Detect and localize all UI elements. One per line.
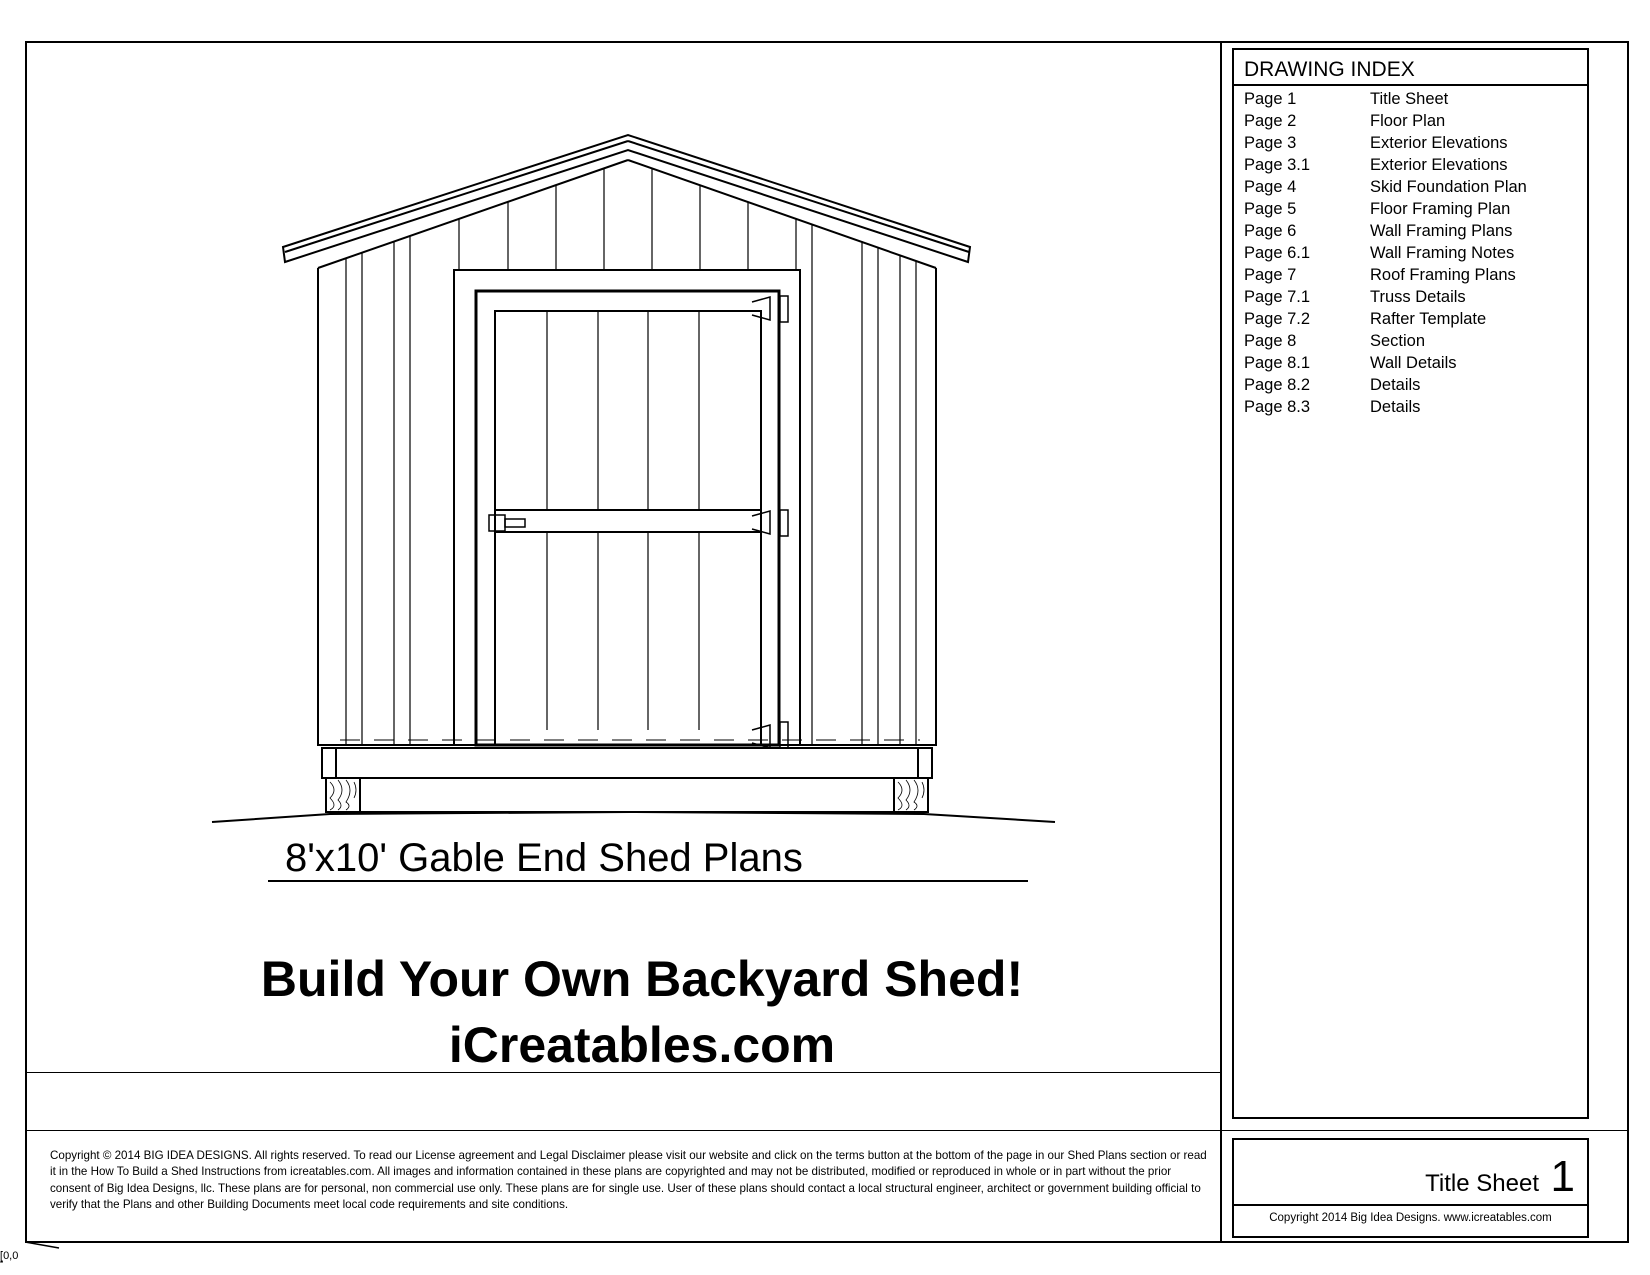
index-page: Page 1	[1244, 90, 1297, 108]
index-title: Truss Details	[1370, 288, 1466, 306]
index-entry	[1244, 132, 1577, 154]
index-entry	[1244, 154, 1577, 176]
index-page: Page 5	[1244, 200, 1297, 218]
index-page: Page 8.2	[1244, 376, 1311, 394]
index-page: Page 8.1	[1244, 354, 1311, 372]
website-label: iCreatables.com	[448, 1017, 836, 1073]
index-title: Floor Plan	[1370, 112, 1446, 130]
index-page: Page 4	[1244, 178, 1297, 196]
index-title: Details	[1370, 398, 1421, 416]
drawing-index-heading: DRAWING INDEX	[1234, 50, 1587, 86]
title-block	[1232, 1138, 1589, 1238]
index-entry	[1244, 88, 1577, 110]
index-title: Rafter Template	[1370, 310, 1487, 328]
drawing-index	[1232, 48, 1589, 1119]
index-entry	[1244, 374, 1577, 396]
index-title: Floor Framing Plan	[1370, 200, 1511, 218]
index-title: Details	[1370, 376, 1421, 394]
index-page: Page 7.1	[1244, 288, 1311, 306]
index-page: Page 2	[1244, 112, 1297, 130]
index-title: Section	[1370, 332, 1426, 350]
index-page: Page 7	[1244, 266, 1297, 284]
origin-marker-icon	[25, 1240, 65, 1254]
index-entry	[1244, 176, 1577, 198]
index-title: Wall Framing Notes	[1370, 244, 1515, 262]
plan-title: 8'x10' Gable End Shed Plans	[285, 836, 803, 880]
index-entry	[1244, 396, 1577, 418]
index-title: Exterior Elevations	[1370, 134, 1508, 152]
index-entry	[1244, 220, 1577, 242]
origin-coordinates: 0,0	[3, 1250, 19, 1262]
index-title: Skid Foundation Plan	[1370, 178, 1527, 196]
index-title: Title Sheet	[1370, 90, 1449, 108]
index-title: Wall Framing Plans	[1370, 222, 1513, 240]
index-entry	[1244, 264, 1577, 286]
floor-rim	[322, 748, 932, 778]
ground-line	[212, 812, 1055, 822]
index-entry	[1244, 330, 1577, 352]
index-page: Page 8.3	[1244, 398, 1311, 416]
plan-title-underline	[268, 880, 1028, 882]
index-entry	[1244, 110, 1577, 132]
index-page: Page 8	[1244, 332, 1297, 350]
index-page: Page 3.1	[1244, 156, 1311, 174]
door	[476, 291, 779, 745]
index-page: Page 7.2	[1244, 310, 1311, 328]
sheet-name: Title Sheet	[1425, 1170, 1539, 1197]
title-block-copyright: Copyright 2014 Big Idea Designs. www.icreatables.com	[1269, 1212, 1552, 1224]
index-title: Roof Framing Plans	[1370, 266, 1516, 284]
sheet-title-row	[1234, 1140, 1587, 1206]
index-title: Wall Details	[1370, 354, 1457, 372]
index-page: Page 6.1	[1244, 244, 1311, 262]
sheet-number: 1	[1550, 1152, 1575, 1201]
index-entry	[1244, 286, 1577, 308]
index-entry	[1244, 242, 1577, 264]
drawing-index-list	[1234, 86, 1587, 418]
index-entry	[1244, 352, 1577, 374]
index-page: Page 3	[1244, 134, 1297, 152]
index-entry	[1244, 198, 1577, 220]
index-title: Exterior Elevations	[1370, 156, 1508, 174]
origin-label: ⦋0,0	[0, 1250, 19, 1262]
index-entry	[1244, 308, 1577, 330]
copyright-notice: Copyright © 2014 BIG IDEA DESIGNS. All rights reserved. To read our License agreement and Legal Disclaimer please visit our website and click on the terms button at the bottom of the page in our Shed Plans section or read it in the How To Build a Shed Instructions from icreatables.com. All images and information contained in these plans are copyrighted and may not be distributed, modified or reproduced in whole or in part without the prior consent of Big Idea Designs, llc. These plans are for personal, non commercial use only. These plans are for single use. User of these plans should contact a local structural engineer, architect or government building official to verify that the Plans and other Building Documents meet local code requirements and site conditions.	[50, 1149, 1207, 1211]
index-page: Page 6	[1244, 222, 1297, 240]
tagline: Build Your Own Backyard Shed!	[260, 951, 1024, 1007]
